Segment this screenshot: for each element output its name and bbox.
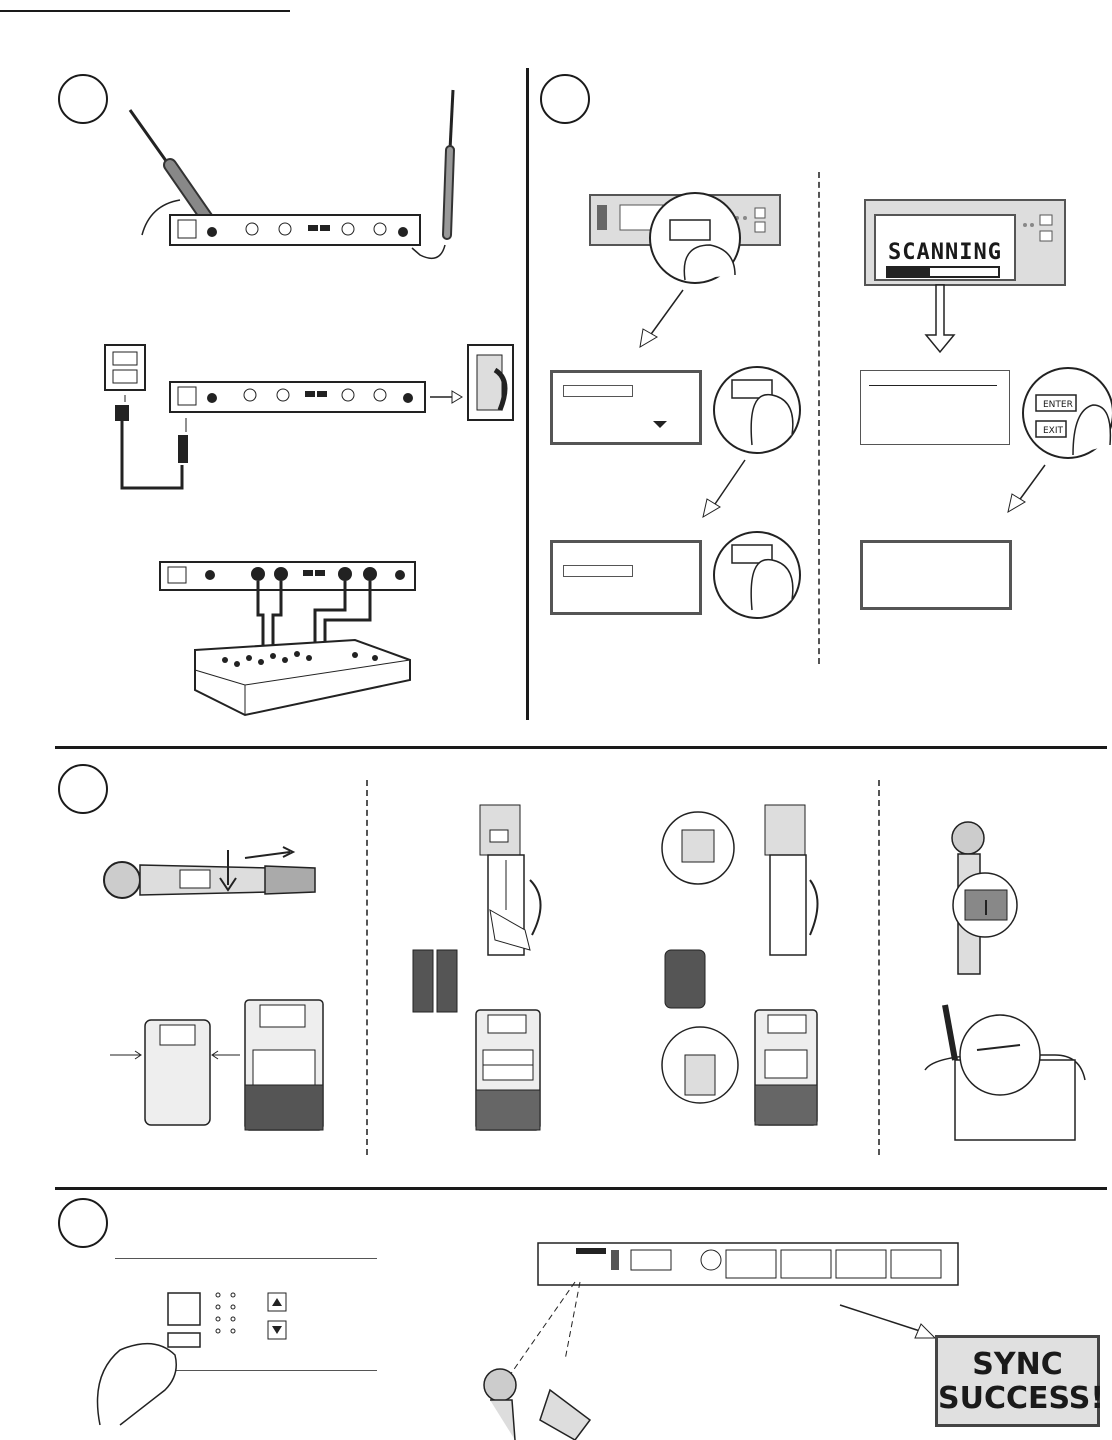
step3-divider-dashed-2 [878,780,880,1155]
scanning-label: SCANNING [888,240,1002,265]
step-1-circle [58,74,108,124]
step1-mixer-illustration [155,560,435,720]
sync-button [168,1333,200,1347]
arrow-down-left [695,455,755,525]
step-3-circle [58,764,108,814]
bodypack-rechargeable-illustration [660,1005,830,1135]
scan-progress-fill [888,268,930,276]
enter-exit-magnifier [1018,365,1112,465]
handheld-rechargeable-illustration [660,800,820,1000]
arrow-down-left [1000,460,1060,520]
header-underline [0,10,290,12]
arrow-down-hollow [920,280,960,360]
bodypack-open-illustration [105,995,345,1135]
finger-press-icon [712,530,802,620]
step1-antenna-illustration [120,80,480,280]
sync-success-display [935,1335,1105,1427]
power-switch-icon [468,345,513,420]
aa-battery-icon [413,950,457,1012]
step2-front-panel-left [585,190,785,300]
enter-button[interactable]: ENTER [1043,400,1073,410]
panel-top-line [115,1258,377,1259]
lcd-scan-result [860,370,1010,445]
highlighted-menu-item [563,565,633,577]
step-2-circle [540,74,590,124]
step-4-circle [58,1198,108,1248]
handheld-open-cover [100,830,330,920]
lcd-submenu-screen [550,540,702,615]
arrow-to-sync-success [835,1300,945,1350]
handheld-sync-illustration [470,1270,660,1440]
finger-press-icon [712,365,802,455]
right-antenna-icon [447,90,453,235]
left-antenna-icon [130,110,215,230]
bodypack-power-on-illustration [915,1000,1095,1140]
step3-divider-dashed-1 [366,780,368,1155]
divider-horizontal-2 [55,1187,1107,1190]
sync-success-line1: SYNC [972,1347,1063,1382]
arrow-down-left [635,285,695,355]
step2-divider-dashed [818,172,820,664]
divider-vertical-top [526,68,529,720]
wall-outlet-icon [105,345,145,390]
bodypack-aa-battery-illustration [468,1005,548,1135]
lcd-menu-screen [550,370,702,445]
sync-success-line2: SUCCESS! [938,1381,1105,1416]
handheld-power-on-illustration [930,820,1040,980]
handheld-aa-battery-illustration [410,800,570,980]
lcd-divider [869,385,997,386]
lcd-final-screen [860,540,1012,610]
down-arrow-icon [653,421,667,428]
exit-button[interactable]: EXIT [1043,426,1064,436]
scan-progress-bar [886,266,1000,278]
highlighted-menu-item [563,385,633,397]
divider-horizontal-1 [55,746,1107,749]
sync-panel-closeup [80,1285,380,1425]
mixer-icon [195,640,410,715]
step1-power-illustration [100,340,520,500]
